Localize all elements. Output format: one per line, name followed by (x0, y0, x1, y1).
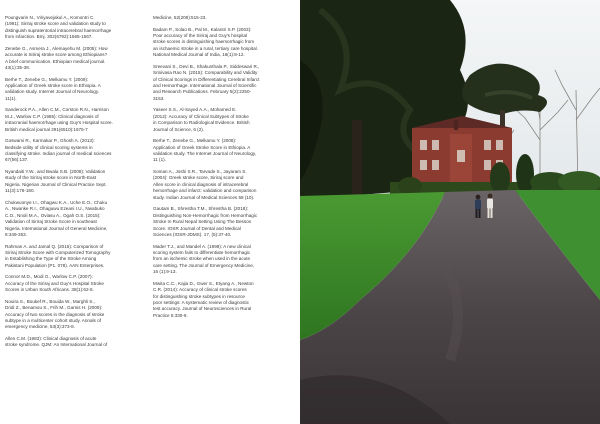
reference-entry: Mwita C.C., Kajia D., Gwer S., Etyang A., Newton C.R. (2014): Accuracy of clinical stroke scores for distinguishing stroke subtypes in resource poor settings: A systematic review of diagnostic test accuracy. Journal of Neurosciences in Rural Practice 5:330-9. (153, 280, 254, 318)
campus-photo-scene (300, 0, 600, 424)
reference-entry: Badam P., Solao B., Pal M., Kalantri S.P. (2003): Poor accuracy of the Siriraj and Guy's hospital stroke scores in distinguishing haemorrhagic from an ischaemic stroke in a rural, tertiary care hospital. National Medical Journal of India, 16(1):8-12. (153, 26, 258, 58)
reference-entry: Gautam B., Shrestha T.M., Shrestha B. (2018): Distinguishing Non-Hemorrhagic from Hemorrhagic Stroke In Rural Nepal Setting Using The Besson Score. IOSR Journal of Dental and Medical Sciences (IOSR-JDMS). 17, (5):37-40. (153, 206, 258, 237)
reference-column-left (5, 15, 145, 354)
reference-entry: Sanderock P.A., Allen C.M., Corston R.N., Harrison M.J., Warlow C.P. (1985): Clinical diagnosis of intracranial haemorrhage using Guy's Hospital score. British medical journal 291(6510):1675-7 (5, 107, 113, 132)
reference-entry: Chukwuonye I.I., Ohagwu K.A., Uche E.O., Chuku A., Nwanke R.I., Ohaguwu Ezeani I.U., Nwabuko C.O., Nnoli M.A., Oviasu A., Ogah O.S. (2015): Validation of Siriraj Stroke Score in southeast Nigeria. International Journal of General Medicine, 8:349-353. (5, 199, 108, 237)
reference-entry: Goswami R., Karmakar P., Ghosh A. (2013): Bedside utility of clinical scoring systems in classifying stroke. Indian journal of medical sciences 67(56):137. (5, 138, 112, 163)
reference-entry: Medicine, 52(208):515-23. (153, 15, 207, 20)
campus-photo (300, 0, 600, 424)
reference-entry: Soman A., Joshi S.R., Tarvade S., Jayaram S. (2004): Greek stroke score, Siriraj score and Allen score in clinical diagnosis of intracerebral hemorrhage and infarct: validation and comparison study. Indian Journal of Medical Sciences 58 (10). (153, 169, 257, 200)
reference-entry: Mader T.J., and Mandel A. (1998): A new clinical scoring system fails to differentiate hemorrhagic from an ischemic stroke when used in the acute care setting. The Journal of Emergency Medicine, 16 (1):9-13. (153, 243, 255, 275)
reference-entry: Rahman A. and Jamal Q. (2015): Comparison of Siriraj Stroke Score with Computerized Tomography in Establishing the Type of the Stroke Among Pakistani Population (P1. 078). AAN Enterprises. (5, 243, 111, 268)
reference-column-right (153, 15, 293, 324)
reference-entry: Nouira S., Boukef R., Bouida W., Marghli S., Dridi Z., Benamou S., Frih M., Garnis H. (2009): Accuracy of two scores in the diagnosis of stroke subtype in a multicenter cohort study. Annals of emergency medicine, 53(3):373-8. (5, 298, 105, 330)
reference-entry: Berhe T., Zenebe G., Melkamu Y. (2008): Application of Greek Stroke Score in Ethiopia. A validation study. The Internet Journal of Neurology, 11 (1). (153, 138, 257, 163)
reference-entry: Poungvarin N., Viriyavejakul A., Komontri C. (1991): Siriraj stroke score and validation study to distinguish supratentorial intracerebral haemorrhage from infarction. Bmj. 302(6792):1565-1567. (5, 15, 112, 40)
reference-entry: Zenebe G., Asmera J., Alemayehu M. (2005): How accurate is Siriraj stroke score among Ethiopians? A brief communication. Ethiopian medical journal. 43(1):35-38. (5, 45, 108, 71)
reference-entry: Yaseer S.S., Al-Sayed A.A., Mohamed E. (2012): Accuracy of Clinical Subtypes of Stroke in Comparison to Radiological Evidence. British Journal of Science, 6 (2). (153, 107, 250, 132)
reference-entry: Connor M.D., Modi G., Warlow C.P. (2007): Accuracy of the Siriraj and Guy's Hospital Stroke Scores in Urban South Africans. 38(1):62-8. (5, 274, 104, 293)
reference-entry: Berhe T., Zenebe G., Melkamu Y. (2009): Application of Greek stroke score in Ethiopia. A validation study. Internet Journal of Neurology. 11(1). (5, 76, 101, 101)
reference-entry: Allen C.M. (1983): Clinical diagnosis of acute stroke syndrome. QJM: An International Journal of (5, 335, 108, 348)
reference-entry: Sreevani S., Devi B., Shakunthala P., Siddeswari R., Srinivasa Rao N. (2015): Comparability and Validity of Clinical Scorings in Differentiating Cerebral Infarct and Hemorrhage. International Journal of Scientific and Research Publications. February 5(2):2250- 3153. (153, 63, 260, 101)
reference-entry: Nyandaiti Y.W., and Bwala S.B. (2008): Validation study of the Siriraj stroke score in North-East Nigeria. Nigerian Journal of Clinical Practice Sept. 11(3):176-180. (5, 169, 107, 194)
